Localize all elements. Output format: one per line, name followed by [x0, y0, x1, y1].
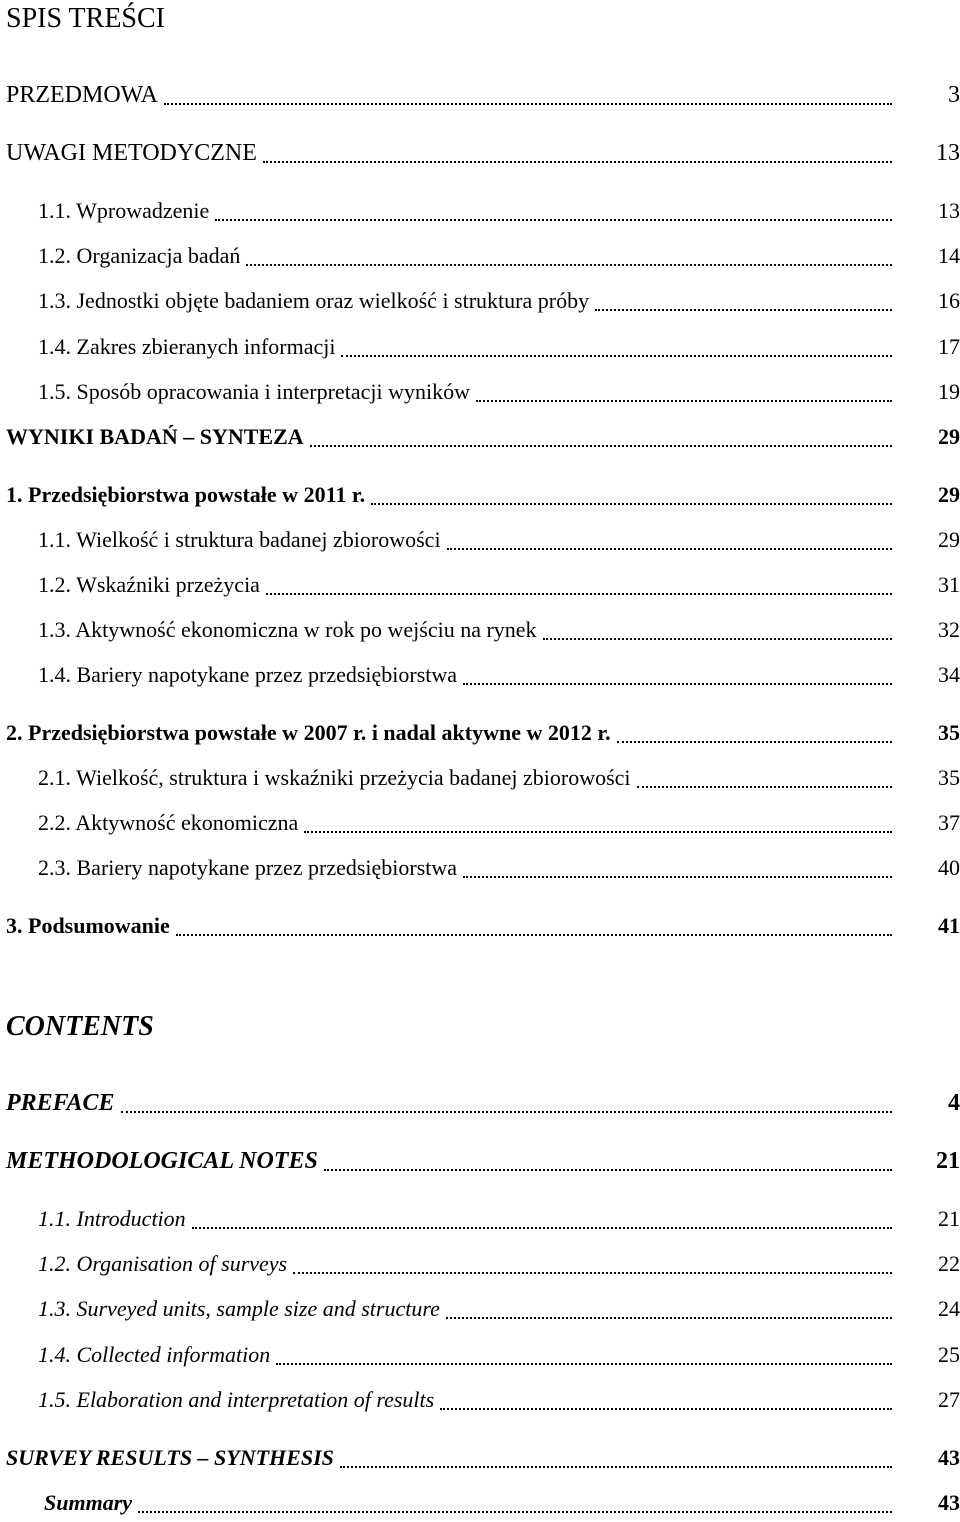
- toc-entry-label: 1.4. Zakres zbieranych informacji: [38, 334, 336, 359]
- toc-entry[interactable]: [0, 286, 960, 316]
- dot-leader: [121, 1094, 892, 1118]
- toc-entry-label: 2.3. Bariery napotykane przez przedsiębiorstwa: [38, 855, 458, 880]
- dot-leader: [266, 576, 892, 600]
- toc-entry-page: 29: [938, 424, 960, 449]
- toc-entry-page: 3: [948, 82, 960, 108]
- toc-entry-label: 2.1. Wielkość, struktura i wskaźniki przeżycia badanej zbiorowości: [38, 765, 631, 790]
- dot-leader: [304, 814, 892, 838]
- dot-leader: [637, 769, 892, 793]
- dot-leader: [595, 292, 892, 316]
- toc-entry-page: 14: [938, 243, 960, 268]
- toc-entry-label: 1.1. Wielkość i struktura badanej zbiorowości: [38, 527, 441, 552]
- toc-entry[interactable]: [0, 480, 960, 510]
- toc-entry[interactable]: [0, 1249, 960, 1279]
- toc-entry-page: 40: [938, 855, 960, 880]
- dot-leader: [263, 144, 892, 168]
- toc-entry-page: 24: [938, 1296, 960, 1321]
- toc-entry-label: 1.4. Bariery napotykane przez przedsiębiorstwa: [38, 662, 458, 687]
- dot-leader: [617, 724, 892, 748]
- toc-entry[interactable]: [0, 422, 960, 452]
- toc-entry-label: 1.3. Surveyed units, sample size and structure: [38, 1296, 440, 1321]
- toc-entry-label: 1.5. Sposób opracowania i interpretacji wyników: [38, 379, 470, 404]
- toc-entry[interactable]: [0, 525, 960, 555]
- toc-entry[interactable]: [0, 853, 960, 883]
- toc-entry-label: METHODOLOGICAL NOTES: [6, 1148, 318, 1174]
- toc-entry-label: 2. Przedsiębiorstwa powstałe w 2007 r. i nadal aktywne w 2012 r.: [6, 720, 611, 745]
- toc-entry[interactable]: [0, 1443, 960, 1473]
- toc-entry[interactable]: [0, 1204, 960, 1234]
- toc-entry[interactable]: [0, 911, 960, 941]
- toc-entry-label: 1.2. Wskaźniki przeżycia: [38, 572, 260, 597]
- toc-entry-page: 22: [938, 1251, 960, 1276]
- toc-entry[interactable]: [0, 241, 960, 271]
- toc-entry[interactable]: [0, 377, 960, 407]
- toc-entry-label: SURVEY RESULTS – SYNTHESIS: [6, 1445, 334, 1470]
- dot-leader: [440, 1391, 892, 1415]
- toc-entry[interactable]: [0, 138, 960, 168]
- toc-entry-page: 4: [948, 1090, 960, 1116]
- toc-entry[interactable]: [0, 660, 960, 690]
- toc-entry-page: 17: [938, 334, 960, 359]
- toc-entry-page: 25: [938, 1342, 960, 1367]
- toc-entry-label: 3. Podsumowanie: [6, 913, 170, 938]
- toc-entry-label: 1.1. Introduction: [38, 1206, 186, 1231]
- dot-leader: [447, 531, 892, 555]
- toc-entry-label: 2.2. Aktywność ekonomiczna: [38, 810, 299, 835]
- toc-entry-label: 1.4. Collected information: [38, 1342, 271, 1367]
- toc-entry-label: 1.1. Wprowadzenie: [38, 198, 210, 223]
- dot-leader: [543, 621, 892, 645]
- toc-entry[interactable]: [0, 1340, 960, 1370]
- toc-entry[interactable]: [0, 332, 960, 362]
- toc-entry[interactable]: [0, 1088, 960, 1118]
- toc-entry-page: 21: [938, 1206, 960, 1231]
- toc-entry[interactable]: [0, 615, 960, 645]
- toc-entry[interactable]: [0, 1488, 960, 1518]
- dot-leader: [324, 1152, 892, 1176]
- dot-leader: [138, 1494, 892, 1518]
- toc-entry-page: 43: [938, 1445, 960, 1470]
- dot-leader: [463, 666, 892, 690]
- toc-entry-page: 29: [938, 527, 960, 552]
- toc-entry-page: 41: [938, 913, 960, 938]
- toc-entry-label: Summary: [44, 1490, 133, 1515]
- toc-entry-page: 34: [938, 662, 960, 687]
- toc-entry[interactable]: [0, 196, 960, 226]
- toc-entry[interactable]: [0, 1294, 960, 1324]
- dot-leader: [164, 86, 892, 110]
- toc-entry-page: 32: [938, 617, 960, 642]
- dot-leader: [293, 1255, 892, 1279]
- toc-entry[interactable]: [0, 570, 960, 600]
- toc-entry-label: 1.3. Jednostki objęte badaniem oraz wielkość i struktura próby: [38, 288, 590, 313]
- toc-entry-label: WYNIKI BADAŃ – SYNTEZA: [6, 424, 304, 449]
- toc-entry-page: 16: [938, 288, 960, 313]
- dot-leader: [371, 486, 892, 510]
- toc-title-en: CONTENTS: [6, 1011, 154, 1042]
- toc-entry-page: 21: [936, 1148, 960, 1174]
- dot-leader: [340, 1449, 892, 1473]
- dot-leader: [341, 338, 892, 362]
- dot-leader: [215, 202, 892, 226]
- toc-entry-page: 37: [938, 810, 960, 835]
- toc-entry-label: 1.3. Aktywność ekonomiczna w rok po wejściu na rynek: [38, 617, 537, 642]
- toc-entry[interactable]: [0, 1385, 960, 1415]
- toc-entry-page: 35: [938, 720, 960, 745]
- dot-leader: [176, 917, 892, 941]
- toc-entry-label: PRZEDMOWA: [6, 82, 159, 108]
- dot-leader: [310, 428, 892, 452]
- toc-entry-label: 1.2. Organizacja badań: [38, 243, 241, 268]
- dot-leader: [476, 383, 892, 407]
- toc-entry-label: PREFACE: [6, 1090, 115, 1116]
- toc-entry[interactable]: [0, 763, 960, 793]
- toc-entry[interactable]: [0, 808, 960, 838]
- toc-entry-page: 19: [938, 379, 960, 404]
- toc-entry-page: 13: [936, 140, 960, 166]
- dot-leader: [446, 1300, 892, 1324]
- dot-leader: [192, 1210, 892, 1234]
- dot-leader: [276, 1346, 892, 1370]
- toc-entry-page: 43: [938, 1490, 960, 1515]
- toc-entry-page: 29: [938, 482, 960, 507]
- toc-entry[interactable]: [0, 718, 960, 748]
- dot-leader: [246, 247, 892, 271]
- toc-entry[interactable]: [0, 80, 960, 110]
- toc-entry-page: 13: [938, 198, 960, 223]
- toc-entry-label: UWAGI METODYCZNE: [6, 140, 257, 166]
- toc-entry[interactable]: [0, 1146, 960, 1176]
- toc-entry-page: 27: [938, 1387, 960, 1412]
- toc-entry-page: 31: [938, 572, 960, 597]
- toc-entry-label: 1.2. Organisation of surveys: [38, 1251, 288, 1276]
- dot-leader: [463, 859, 892, 883]
- toc-entry-label: 1. Przedsiębiorstwa powstałe w 2011 r.: [6, 482, 366, 507]
- toc-entry-label: 1.5. Elaboration and interpretation of results: [38, 1387, 435, 1412]
- toc-entry-page: 35: [938, 765, 960, 790]
- toc-title-pl: SPIS TREŚCI: [6, 3, 165, 34]
